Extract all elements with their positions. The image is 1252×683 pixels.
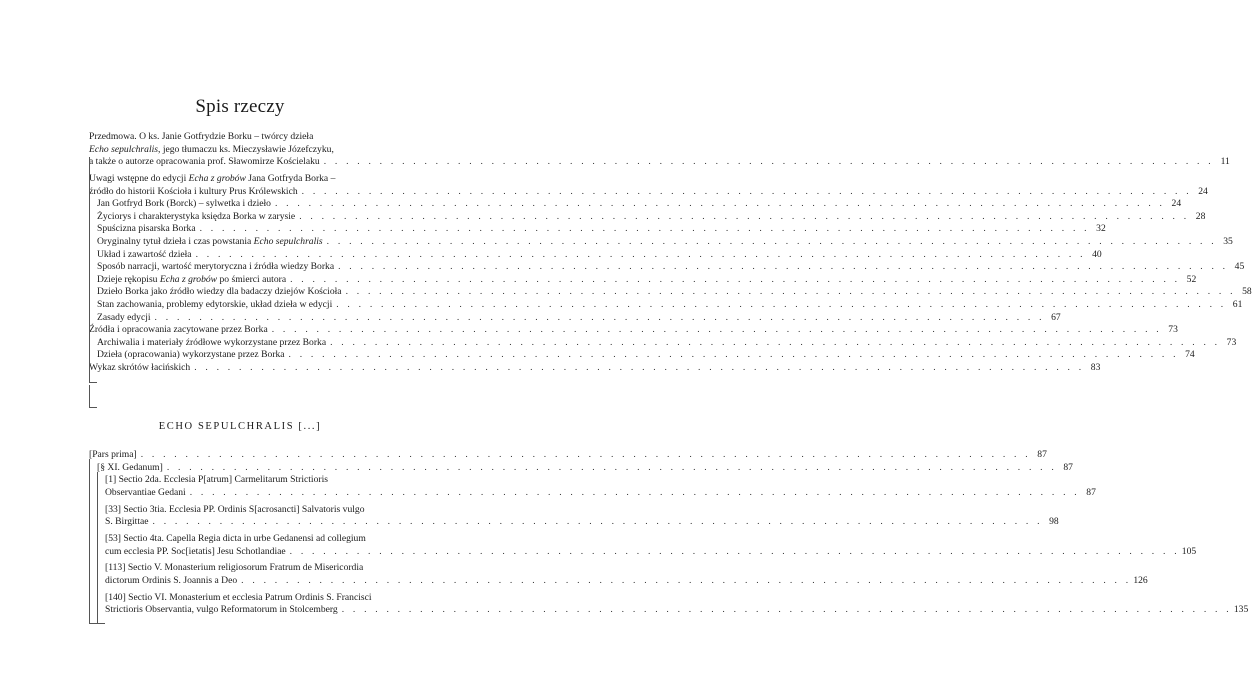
toc-entry-line: Zasady edycji [97,311,151,323]
toc-leader-dots: . . . . . . . . . . . . . . . . . . . . . . . . . . . . . . . . . . . . . . . . . . . . . . . . . . . . . . . . . . . . . . . . . . . . . . . . . . . . . . . . [341,604,1232,616]
toc-leader-dots: . . . . . . . . . . . . . . . . . . . . . . . . . . . . . . . . . . . . . . . . . . . . . . . . . . . . . . . . . . . . . . . . . . . . . . . . . . . . . . . . [199,223,1090,235]
toc-page-number: 87 [1063,461,1073,473]
toc-entry-line: Uwagi wstępne do edycji Echa z grobów Jana Gotfryda Borka – [89,172,336,184]
toc-entry-line: Observantiae Gedani [105,486,186,498]
toc-leader-dots: . . . . . . . . . . . . . . . . . . . . . . . . . . . . . . . . . . . . . . . . . . . . . . . . . . . . . . . . . . . . . . . . . . . . . . . . . . . . . . . . [338,261,1229,273]
toc-entry [97,286,1252,299]
page-title: Spis rzeczy [195,96,285,117]
toc-leader-dots: . . . . . . . . . . . . . . . . . . . . . . . . . . . . . . . . . . . . . . . . . . . . . . . . . . . . . . . . . . . . . . . . . . . . . . . . . . . . . . . . [290,273,1181,285]
toc-entry [97,461,1073,475]
toc-entry-line: dictorum Ordinis S. Joannis a Deo [105,574,238,586]
toc-leader-dots: . . . . . . . . . . . . . . . . . . . . . . . . . . . . . . . . . . . . . . . . . . . . . . . . . . . . . . . . . . . . . . . . . . . . . . . . . . . . . . . . [336,298,1227,310]
toc-entry-line: [33] Sectio 3tia. Ecclesia PP. Ordinis S[acrosancti] Salvatoris vulgo [105,503,365,515]
toc-entry-line: Wykaz skrótów łacińskich [89,361,191,373]
toc-entry [89,449,1047,462]
toc-entry [97,210,1206,224]
toc-page-number: 28 [1195,210,1206,222]
toc-page-number: 87 [1037,449,1047,460]
toc-entry-line: a także o autorze opracowania prof. Sławomirze Kościelaku [89,156,320,168]
toc-page-number: 135 [1233,604,1249,616]
toc-entry [105,562,1148,587]
toc-leader-dots: . . . . . . . . . . . . . . . . . . . . . . . . . . . . . . . . . . . . . . . . . . . . . . . . . . . . . . . . . . . . . . . . . . . . . . . . . . . . . . . . [152,516,1043,528]
toc-leader-dots: . . . . . . . . . . . . . . . . . . . . . . . . . . . . . . . . . . . . . . . . . . . . . . . . . . . . . . . . . . . . . . . . . . . . . . . . . . . . . . . . [195,248,1086,260]
toc-bracket [89,157,97,383]
toc-entry-line: Spuścizna pisarska Borka [97,223,196,235]
section-title: ECHO SEPULCHRALIS [...] [158,421,322,432]
toc-leader-dots: . . . . . . . . . . . . . . . . . . . . . . . . . . . . . . . . . . . . . . . . . . . . . . . . . . . . . . . . . . . . . . . . . . . . . . . . . . . . . . . . [288,349,1179,361]
toc-leader-dots: . . . . . . . . . . . . . . . . . . . . . . . . . . . . . . . . . . . . . . . . . . . . . . . . . . . . . . . . . . . . . . . . . . . . . . . . . . . . . . . . [345,286,1236,298]
toc-page-number: 105 [1181,545,1197,557]
toc-entry [89,324,1178,337]
toc-edition [89,449,1249,617]
toc-entry [97,311,1061,325]
toc-leader-dots: . . . . . . . . . . . . . . . . . . . . . . . . . . . . . . . . . . . . . . . . . . . . . . . . . . . . . . . . . . . . . . . . . . . . . . . . . . . . . . . . [189,486,1080,498]
toc-entry [97,261,1245,274]
toc-page-number: 40 [1092,248,1102,260]
toc-entry-line: [§ XI. Gedanum] [97,461,163,473]
toc-leader-dots: . . . . . . . . . . . . . . . . . . . . . . . . . . . . . . . . . . . . . . . . . . . . . . . . . . . . . . . . . . . . . . . . . . . . . . . . . . . . . . . . [274,198,1166,210]
toc-page-number: 67 [1051,311,1061,323]
toc-entry [105,503,1059,529]
toc-page-number: 73 [1226,336,1237,348]
toc-page-number: 126 [1133,574,1148,586]
toc-page-number: 35 [1223,235,1233,247]
toc-front-matter [89,131,1252,374]
toc-leader-dots: . . . . . . . . . . . . . . . . . . . . . . . . . . . . . . . . . . . . . . . . . . . . . . . . . . . . . . . . . . . . . . . . . . . . . . . . . . . . . . . . [241,574,1132,586]
toc-leader-dots: . . . . . . . . . . . . . . . . . . . . . . . . . . . . . . . . . . . . . . . . . . . . . . . . . . . . . . . . . . . . . . . . . . . . . . . . . . . . . . . . [289,545,1180,557]
toc-leader-dots: . . . . . . . . . . . . . . . . . . . . . . . . . . . . . . . . . . . . . . . . . . . . . . . . . . . . . . . . . . . . . . . . . . . . . . . . . . . . . . . . [326,235,1217,247]
toc-entry-line: Jan Gotfryd Bork (Borck) – sylwetka i dzieło [97,198,271,210]
toc-leader-dots: . . . . . . . . . . . . . . . . . . . . . . . . . . . . . . . . . . . . . . . . . . . . . . . . . . . . . . . . . . . . . . . . . . . . . . . . . . . . . . . . [299,210,1190,222]
toc-entry-line: Archiwalia i materiały źródłowe wykorzystane przez Borka [97,336,327,348]
toc-entry [97,349,1195,362]
toc-entry [97,298,1243,312]
toc-bracket [89,459,97,624]
toc-page-number: 24 [1171,198,1182,210]
toc-page-number: 73 [1168,324,1178,336]
toc-page-number: 45 [1234,261,1245,273]
toc-entry [105,591,1249,617]
toc-entry-line: [53] Sectio 4ta. Capella Regia dicta in urbe Gedanensi ad collegium [105,532,366,544]
toc-page-number: 58 [1242,286,1252,298]
toc-entry-line: Układ i zawartość dzieła [97,248,192,260]
toc-entry [97,336,1237,350]
toc-entry-line: [140] Sectio VI. Monasterium et ecclesia Patrum Ordinis S. Francisci [105,591,372,603]
toc-leader-dots: . . . . . . . . . . . . . . . . . . . . . . . . . . . . . . . . . . . . . . . . . . . . . . . . . . . . . . . . . . . . . . . . . . . . . . . . . . . . . . . . [301,185,1192,197]
toc-entry-line: Strictioris Observantia, vulgo Reformatorum in Stolcemberg [105,604,338,616]
toc-entry-line: Życiorys i charakterystyka księdza Borka w zarysie [97,210,296,222]
toc-entry [97,235,1233,249]
toc-page-number: 24 [1198,185,1208,197]
toc-entry [97,223,1106,236]
toc-entry-line: [Pars prima] [89,449,137,460]
toc-entry-line: Oryginalny tytuł dzieła i czas powstania Echo sepulchralis [97,235,323,247]
toc-page-number: 98 [1049,516,1059,528]
toc-entry-line: Dzieło Borka jako źródło wiedzy dla badaczy dziejów Kościoła [97,286,342,298]
toc-bracket [97,472,105,624]
toc-entry [97,273,1197,287]
toc-entry-line: Przedmowa. O ks. Janie Gotfrydzie Borku – twórcy dzieła [89,131,314,142]
toc-entry [97,248,1102,262]
toc-entry-line: Stan zachowania, problemy edytorskie, układ dzieła w edycji [97,298,333,310]
toc-page-number: 61 [1232,298,1243,310]
toc-entry [89,361,1101,375]
toc-leader-dots: . . . . . . . . . . . . . . . . . . . . . . . . . . . . . . . . . . . . . . . . . . . . . . . . . . . . . . . . . . . . . . . . . . . . . . . . . . . . . . . . [154,311,1045,323]
toc-page-number: 87 [1086,486,1096,498]
toc-page-number: 11 [1220,156,1230,168]
toc-entry [105,474,1096,499]
toc-entry-line: Echo sepulchralis, jego tłumaczu ks. Mieczysławie Józefczyku, [89,143,334,155]
toc-entry [89,172,1208,198]
toc-entry-line: [113] Sectio V. Monasterium religiosorum Fratrum de Misericordia [105,562,364,574]
toc-page-number: 74 [1185,349,1195,361]
toc-entry [97,198,1182,211]
toc-page-number: 52 [1186,273,1197,285]
toc-leader-dots: . . . . . . . . . . . . . . . . . . . . . . . . . . . . . . . . . . . . . . . . . . . . . . . . . . . . . . . . . . . . . . . . . . . . . . . . . . . . . . . . [194,361,1085,373]
toc-entry-line: [1] Sectio 2da. Ecclesia P[atrum] Carmelitarum Strictioris [105,474,328,486]
toc-bracket [89,385,97,408]
toc-entry-line: cum ecclesia PP. Soc[ietatis] Jesu Schotlandiae [105,545,286,557]
toc-entry-line: Źródła i opracowania zacytowane przez Borka [89,324,268,336]
toc-leader-dots: . . . . . . . . . . . . . . . . . . . . . . . . . . . . . . . . . . . . . . . . . . . . . . . . . . . . . . . . . . . . . . . . . . . . . . . . . . . . . . . . [271,324,1162,336]
toc-entry-line: Dzieła (opracowania) wykorzystane przez Borka [97,349,285,361]
toc-entry-line: S. Birgittae [105,516,149,528]
toc-entry-line: Dzieje rękopisu Echa z grobów po śmierci autora [97,273,287,285]
toc-leader-dots: . . . . . . . . . . . . . . . . . . . . . . . . . . . . . . . . . . . . . . . . . . . . . . . . . . . . . . . . . . . . . . . . . . . . . . . . . . . . . . . . [330,336,1221,348]
toc-leader-dots: . . . . . . . . . . . . . . . . . . . . . . . . . . . . . . . . . . . . . . . . . . . . . . . . . . . . . . . . . . . . . . . . . . . . . . . . . . . . . . . . [323,156,1214,168]
toc-entry [89,131,1230,169]
toc-page-number: 32 [1096,223,1106,235]
toc-leader-dots: . . . . . . . . . . . . . . . . . . . . . . . . . . . . . . . . . . . . . . . . . . . . . . . . . . . . . . . . . . . . . . . . . . . . . . . . . . . . . . . . [140,449,1031,460]
toc-entry-line: źródło do historii Kościoła i kultury Prus Królewskich [89,185,298,197]
toc-entry-line: Sposób narracji, wartość merytoryczna i źródła wiedzy Borka [97,261,335,273]
toc-entry [105,532,1197,558]
toc-page-number: 83 [1090,361,1101,373]
toc-leader-dots: . . . . . . . . . . . . . . . . . . . . . . . . . . . . . . . . . . . . . . . . . . . . . . . . . . . . . . . . . . . . . . . . . . . . . . . . . . . . . . . . [166,461,1057,473]
